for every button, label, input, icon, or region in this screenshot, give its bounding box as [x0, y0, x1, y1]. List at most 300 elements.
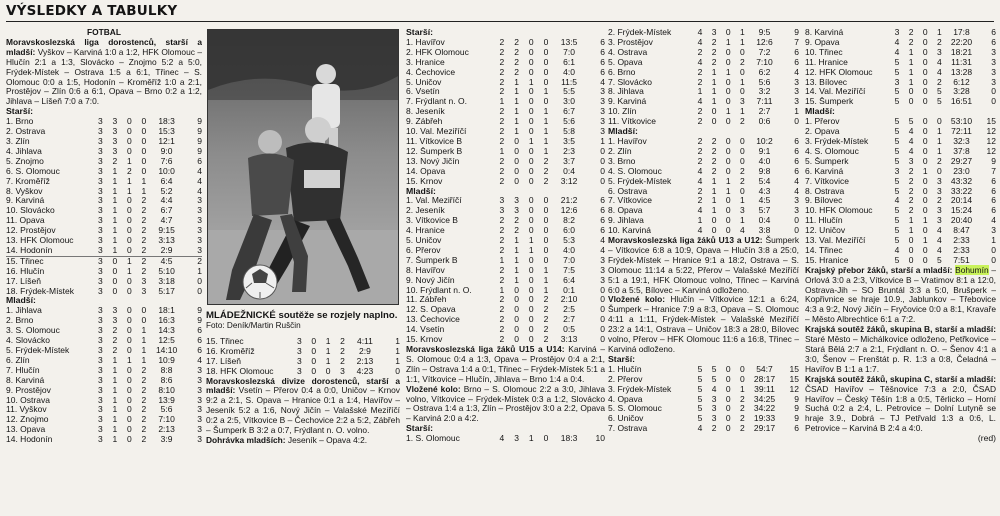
played-cell: 1 [499, 285, 505, 295]
team-name-cell: 13. Opava [6, 425, 46, 435]
score-cell: 4:0 [563, 67, 575, 77]
played-cell: 2 [697, 156, 703, 166]
editor-signoff: (red) [977, 433, 996, 444]
team-name-cell: 9. Karviná [6, 196, 45, 206]
team-name-cell: 9. Jihlava [608, 216, 644, 226]
score-cell: 8:2 [563, 216, 575, 226]
wins-cell: 3 [514, 206, 519, 216]
draws-cell: 0 [922, 186, 928, 196]
points-cell: 6 [794, 146, 799, 156]
wins-cell: 1 [711, 206, 717, 216]
team-name-cell: 12. Znojmo [6, 415, 49, 425]
wins-cell: 1 [112, 425, 118, 435]
draws-cell: 0 [528, 127, 534, 137]
team-name-cell: 6. Uničov [608, 414, 644, 424]
score-cell: 3:13 [158, 236, 175, 246]
vlozene-kolo-text: Hlučín – Vítkovice 12:1 a 6:24, Šumperk – Hranice 7:9 a 8:3, Opava – S. Olomouc 4:11 a 1:11, Frýdek-Místek – Valašské Meziříčí 23:2 a 14:1, Ostrava – Uničov 18:3 a 28:0, Bílovec volno, Přerov – HFK Olomouc 11:6 a 16:8, Třinec – Karviná odloženo. [608, 294, 799, 354]
score-cell: 5:8 [563, 127, 575, 137]
played-cell: 3 [297, 356, 302, 366]
losses-cell: 0 [543, 245, 549, 255]
table-row [406, 246, 605, 256]
score-cell: 5:6 [160, 405, 173, 415]
score-cell: 2:10 [560, 295, 578, 305]
table-row [608, 68, 799, 78]
score-cell: 29:17 [753, 424, 776, 434]
losses-cell: 1 [740, 28, 745, 37]
score-cell: 43:32 [950, 176, 973, 186]
losses-cell: 0 [141, 146, 147, 156]
team-name-cell: 9. Zábřeh [406, 117, 443, 127]
draws-cell: 1 [922, 166, 928, 176]
played-cell: 3 [98, 117, 103, 127]
score-cell: 3:12 [560, 176, 578, 186]
points-cell: 3 [600, 127, 605, 137]
score-cell: 7:0 [563, 255, 575, 265]
points-cell: 15 [789, 374, 799, 384]
points-cell: 3 [794, 77, 799, 87]
draws-cell: 0 [127, 276, 132, 286]
played-cell: 2 [697, 77, 703, 87]
draws-cell: 0 [922, 28, 928, 37]
score-cell: 28:17 [753, 374, 776, 384]
points-cell: 15 [789, 364, 799, 374]
played-cell: 3 [297, 366, 302, 376]
points-cell: 0 [794, 226, 799, 236]
draws-cell: 0 [127, 306, 132, 316]
score-cell: 8:47 [953, 226, 970, 236]
score-cell: 20:40 [950, 216, 973, 226]
points-cell: 0 [991, 245, 996, 255]
played-cell: 2 [499, 295, 505, 305]
draws-cell: 1 [528, 434, 534, 444]
losses-cell: 0 [141, 166, 147, 176]
score-cell: 6:0 [563, 226, 575, 236]
team-name-cell: 15. Třinec [206, 336, 244, 346]
wins-cell: 3 [711, 404, 717, 414]
table-row [6, 306, 202, 316]
wins-cell: 3 [112, 306, 118, 316]
divize-results-text: Vsetín – Přerov 0:4 a 0:0, Uničov – Krnov 9:2 a 2:1, S. Opava – Hranice 0:1 a 1:4, Havířov – Jeseník 5:2 a 1:6, Nový Jičín – Valašské Meziříčí 0:2 a 2:5, Vítkovice B – Čechovice 2:2 a 5:2, Zábřeh – Šumperk B 3:2 a 0:7, Frýdlant n. O. volno. [206, 385, 400, 436]
losses-cell: 1 [937, 28, 942, 37]
score-cell: 3:28 [953, 87, 970, 97]
draws-cell: 0 [127, 196, 132, 206]
score-cell: 2:7 [758, 107, 771, 117]
score-cell: 18:3 [560, 434, 578, 444]
table-row [608, 38, 799, 48]
losses-cell: 1 [740, 216, 745, 226]
score-cell: 6:2 [758, 67, 771, 77]
team-name-cell: 17. Líšeň [6, 276, 41, 286]
team-name-cell: 16. Kroměříž [206, 346, 255, 356]
played-cell: 4 [894, 47, 900, 57]
football-photo-illustration [208, 30, 399, 305]
draws-cell: 1 [127, 266, 132, 276]
team-name-cell: 1. Val. Meziříčí [406, 196, 462, 206]
score-cell: 10:9 [158, 355, 175, 365]
highlighted-team: Bohumín [955, 264, 989, 275]
played-cell: 4 [499, 434, 505, 444]
draws-cell: 0 [725, 97, 731, 107]
points-cell: 3 [991, 57, 996, 67]
played-cell: 3 [98, 127, 103, 137]
draws-cell: 0 [922, 47, 928, 57]
team-name-cell: 3. Frýdek-Místek [805, 136, 869, 146]
draws-cell: 1 [725, 186, 731, 196]
wins-cell: 2 [711, 57, 717, 67]
played-cell: 3 [98, 355, 103, 365]
team-name-cell: 1. Havířov [608, 136, 647, 146]
points-cell: 9 [794, 394, 799, 404]
points-cell: 6 [197, 326, 202, 336]
team-name-cell: 1. Jihlava [6, 306, 42, 316]
team-name-cell: 9. Karviná [608, 97, 647, 107]
wins-cell: 2 [112, 336, 118, 346]
losses-cell: 1 [141, 346, 147, 355]
table-row [6, 127, 202, 137]
wins-cell: 0 [112, 256, 118, 266]
krajska-soutez-b-results [805, 325, 996, 375]
draws-cell: 0 [127, 216, 132, 226]
losses-cell: 2 [141, 226, 147, 236]
losses-cell: 3 [141, 286, 147, 296]
table-row [406, 236, 605, 246]
table-row [6, 415, 202, 425]
losses-cell: 4 [937, 245, 942, 255]
wins-cell: 2 [112, 346, 118, 355]
points-cell: 3 [794, 97, 799, 107]
losses-cell: 1 [141, 176, 147, 186]
draws-cell: 0 [922, 196, 928, 206]
wins-cell: 0 [112, 286, 118, 296]
score-cell: 6:4 [563, 275, 575, 285]
draws-cell: 0 [528, 255, 534, 265]
table-row [6, 137, 202, 147]
team-name-cell: 14. Opava [406, 166, 446, 176]
losses-cell: 0 [740, 364, 745, 374]
wins-cell: 1 [514, 77, 519, 87]
table-row [406, 97, 605, 107]
wins-cell: 2 [908, 196, 914, 206]
points-cell: 9 [197, 306, 202, 316]
team-name-cell: 2. Ostrava [6, 127, 46, 137]
losses-cell: 0 [740, 67, 745, 77]
score-cell: 21:2 [560, 196, 578, 206]
points-cell: 0 [197, 286, 202, 296]
draws-cell: 0 [725, 414, 731, 424]
team-name-cell: 7. Ostrava [608, 424, 648, 434]
losses-cell: 0 [543, 216, 549, 226]
losses-cell: 1 [543, 265, 549, 275]
losses-cell: 1 [740, 77, 745, 87]
score-cell: 5:5 [563, 87, 575, 97]
table-row [406, 315, 605, 325]
draws-cell: 0 [528, 295, 534, 305]
table-row [406, 38, 605, 48]
losses-cell: 0 [543, 67, 549, 77]
table-row [608, 375, 799, 385]
points-cell: 3 [197, 385, 202, 395]
table-row [6, 336, 202, 346]
points-cell: 6 [991, 176, 996, 186]
wins-cell: 1 [908, 57, 914, 67]
wins-cell: 4 [908, 136, 914, 146]
draws-cell: 0 [127, 365, 132, 375]
losses-cell: 1 [141, 326, 147, 336]
wins-cell: 3 [112, 316, 118, 326]
table-row [6, 376, 202, 386]
played-cell: 3 [98, 266, 103, 276]
team-name-cell: 14. Třinec [805, 245, 843, 255]
played-cell: 2 [697, 67, 703, 77]
losses-cell: 2 [740, 404, 745, 414]
losses-cell: 1 [141, 355, 147, 365]
krajska-soutez-c-title: Krajská soutěž žáků, skupina C, starší a mladší: [805, 373, 996, 384]
page-header [6, 2, 994, 22]
table-row [406, 325, 605, 335]
losses-cell: 4 [937, 67, 942, 77]
table-row [608, 395, 799, 405]
wins-cell: 1 [514, 265, 519, 275]
table-row [608, 28, 799, 38]
draws-cell: 0 [725, 47, 731, 57]
played-cell: 2 [499, 216, 505, 226]
team-name-cell: 1. Havířov [406, 37, 445, 47]
score-cell: 3:8 [758, 226, 771, 236]
played-cell: 3 [98, 365, 103, 375]
points-cell: 1 [991, 236, 996, 246]
table-row [406, 196, 605, 206]
draws-cell: 0 [528, 87, 534, 97]
table-row [805, 177, 996, 187]
caption-title: MLÁDEŽNICKÉ soutěže se rozjely naplno. [206, 310, 398, 321]
points-cell: 6 [600, 67, 605, 77]
losses-cell: 2 [141, 375, 147, 385]
score-cell: 6:1 [563, 57, 575, 67]
score-cell: 4:0 [563, 245, 575, 255]
wins-cell: 5 [711, 364, 717, 374]
team-name-cell: 10. Třinec [805, 47, 843, 57]
section-label-mladsi: Mladší: [608, 126, 638, 137]
team-name-cell: 6. Vsetín [406, 87, 440, 97]
team-name-cell: 10. Karviná [608, 226, 651, 236]
table-row [206, 357, 400, 367]
losses-cell: 2 [141, 385, 147, 395]
table-row [608, 216, 799, 226]
played-cell: 3 [98, 286, 103, 296]
score-cell: 3:9 [160, 435, 173, 445]
table-row [608, 365, 799, 375]
score-cell: 12:1 [158, 136, 175, 146]
score-cell: 10:0 [158, 166, 175, 176]
losses-cell: 0 [543, 77, 549, 87]
team-name-cell: 4. Ostrava [608, 47, 648, 57]
score-cell: 7:6 [160, 156, 173, 166]
losses-cell: 5 [937, 255, 942, 265]
table-row [608, 48, 799, 58]
wins-cell: 3 [112, 146, 118, 156]
played-cell: 3 [98, 176, 103, 186]
losses-cell: 0 [543, 97, 549, 107]
played-cell: 5 [894, 206, 900, 216]
score-cell: 4:11 [356, 336, 373, 346]
team-name-cell: 11. Zábřeh [406, 295, 447, 305]
draws-cell: 0 [725, 384, 731, 394]
played-cell: 5 [697, 404, 703, 414]
team-name-cell: 11. Hranice [805, 57, 848, 67]
draws-cell: 1 [725, 67, 731, 77]
standings-table-u15-starsi [406, 434, 605, 444]
score-cell: 6:7 [563, 107, 575, 117]
vlozene-kolo-results [406, 385, 605, 425]
wins-cell: 0 [514, 166, 519, 176]
match-photo [207, 29, 399, 305]
points-cell: 4 [794, 186, 799, 196]
points-cell: 3 [600, 255, 605, 265]
losses-cell: 2 [543, 295, 549, 305]
losses-cell: 1 [543, 136, 549, 146]
table-row [6, 187, 202, 197]
page-title: VÝSLEDKY A TABULKY [6, 3, 178, 19]
points-cell: 3 [197, 226, 202, 236]
vlozene-kolo-text: Brno – S. Olomouc 2:2 a 3:0, Jihlava volno, Vítkovice – Frýdek-Místek 0:3 a 1:2, Slovácko – Ostrava 1:4 a 1:3, Zlín – Prostějov 3:0 a 2:2, Opava – Karviná 2:0 a 4:2. [406, 383, 605, 424]
score-cell: 18:21 [950, 47, 973, 57]
table-row [608, 187, 799, 197]
losses-cell: 2 [141, 435, 147, 445]
draws-cell: 0 [127, 146, 132, 156]
score-cell: 5:3 [563, 236, 575, 246]
draws-cell: 0 [127, 236, 132, 246]
table-row [406, 216, 605, 226]
score-cell: 5:6 [758, 77, 771, 87]
team-name-cell: 7. Vítkovice [805, 176, 849, 186]
points-cell: 9 [197, 117, 202, 127]
score-cell: 0:5 [563, 325, 575, 335]
table-row [406, 107, 605, 117]
team-name-cell: 13. Val. Meziříčí [805, 236, 866, 246]
table-row [406, 286, 605, 296]
team-name-cell: 4. Hranice [406, 226, 445, 236]
score-cell: 4:3 [758, 186, 771, 196]
team-name-cell: 7. Hlučín [6, 365, 40, 375]
standings-table-u15-starsi-continued [608, 28, 799, 127]
points-cell: 6 [600, 47, 605, 57]
losses-cell: 2 [141, 365, 147, 375]
points-cell: 9 [991, 156, 996, 166]
played-cell: 2 [499, 166, 505, 176]
table-row [608, 58, 799, 68]
score-cell: 4:7 [160, 216, 173, 226]
draws-cell: 1 [725, 107, 731, 117]
wins-cell: 0 [112, 276, 118, 286]
team-name-cell: 15. Krnov [406, 176, 443, 186]
score-cell: 2:7 [563, 315, 575, 325]
draws-cell: 0 [922, 245, 928, 255]
played-cell: 2 [697, 196, 703, 206]
team-name-cell: 2. Jeseník [406, 206, 445, 216]
sport-heading: FOTBAL [87, 28, 121, 37]
losses-cell: 0 [543, 255, 549, 265]
losses-cell: 1 [543, 107, 549, 117]
team-name-cell: 13. Čechovice [406, 315, 460, 325]
draws-cell: 0 [528, 275, 534, 285]
draws-cell: 0 [725, 404, 731, 414]
section-label-starsi: Starší: [608, 353, 636, 364]
played-cell: 2 [499, 176, 505, 186]
table-row [608, 414, 799, 424]
table-row [805, 137, 996, 147]
played-cell: 5 [894, 216, 900, 226]
losses-cell: 2 [141, 405, 147, 415]
score-cell: 3:2 [758, 87, 771, 97]
score-cell: 10:2 [756, 136, 773, 146]
points-cell: 3 [600, 107, 605, 117]
team-name-cell: 2. Přerov [608, 374, 643, 384]
points-cell: 0 [395, 366, 400, 376]
draws-cell: 0 [528, 196, 534, 206]
losses-cell: 2 [740, 424, 745, 434]
team-name-cell: 5. S. Olomouc [608, 404, 662, 414]
played-cell: 2 [499, 127, 505, 137]
draws-cell: 0 [922, 146, 928, 156]
draws-cell: 0 [127, 425, 132, 435]
draws-cell: 0 [725, 77, 731, 87]
points-cell: 12 [789, 384, 799, 394]
score-cell: 5:6 [563, 117, 575, 127]
wins-cell: 1 [711, 87, 717, 97]
played-cell: 3 [499, 206, 505, 216]
draws-cell: 0 [725, 374, 731, 384]
losses-cell: 3 [937, 186, 942, 196]
played-cell: 3 [297, 346, 302, 356]
team-name-cell: 8. Havířov [406, 265, 445, 275]
points-cell: 3 [197, 425, 202, 435]
u13-title: Moravskoslezská liga žáků U13 a U12: [608, 235, 763, 246]
team-name-cell: 2. Zlín [608, 146, 632, 156]
table-row [6, 246, 202, 256]
table-row [6, 435, 202, 445]
score-cell: 3:0 [563, 97, 575, 107]
team-name-cell: 12. S. Opava [406, 305, 456, 315]
draws-cell: 0 [528, 325, 534, 335]
team-name-cell: 9. Opava [805, 37, 840, 47]
u15-results-text: Karviná – S. Olomouc 0:4 a 1:3, Opava – Prostějov 0:4 a 2:1, Zlín – Ostrava 1:4 a 0:1, Třinec – Frýdek-Místek 5:1 a 1:1, Vítkovice – Hlučín, Jihlava – Brno 1:4 a 0:4. [406, 344, 605, 384]
played-cell: 2 [697, 107, 703, 117]
played-cell: 4 [697, 226, 703, 236]
score-cell: 3:5 [563, 136, 575, 146]
wins-cell: 0 [908, 255, 914, 265]
score-cell: 7:51 [953, 255, 970, 265]
krajsky-prebor-title: Krajský přebor žáků, starší a mladší: [805, 264, 953, 275]
wins-cell: 0 [311, 356, 317, 366]
points-cell: 6 [600, 196, 605, 206]
table-row [805, 167, 996, 177]
draws-cell: 0 [528, 156, 534, 166]
points-cell: 6 [991, 206, 996, 216]
score-cell: 4:0 [758, 156, 771, 166]
wins-cell: 0 [711, 117, 717, 127]
table-row [6, 346, 202, 356]
score-cell: 13:28 [950, 67, 973, 77]
team-name-cell: 13. Bílovec [805, 77, 848, 87]
losses-cell: 2 [937, 77, 942, 87]
losses-cell: 4 [937, 57, 942, 67]
points-cell: 12 [986, 146, 996, 156]
played-cell: 5 [894, 255, 900, 265]
standings-table-u13-mladsi [805, 117, 996, 266]
team-name-cell: 8. Jihlava [608, 87, 644, 97]
team-name-cell: 11. Vítkovice [608, 117, 657, 127]
score-cell: 12:6 [560, 206, 578, 216]
